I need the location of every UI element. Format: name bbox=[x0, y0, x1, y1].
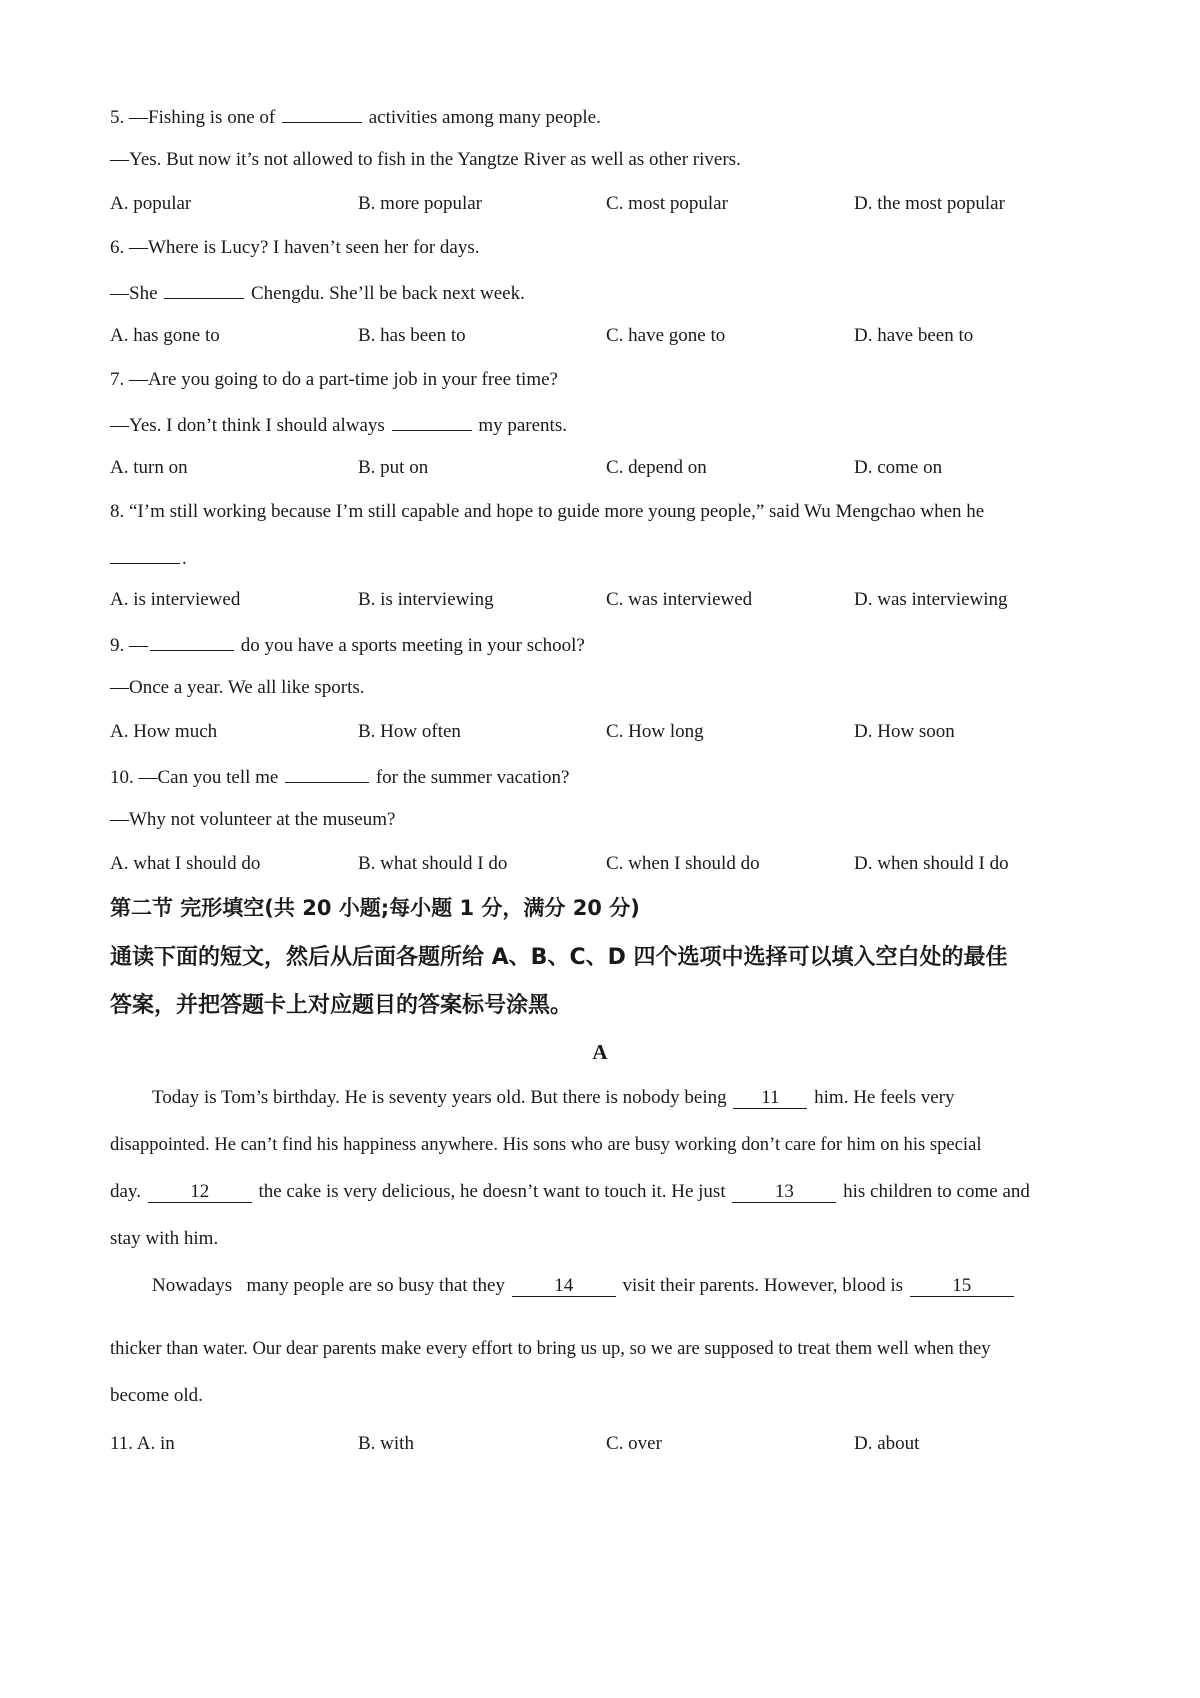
question-text: . bbox=[182, 548, 187, 569]
answer-9: —Once a year. We all like sports. bbox=[110, 677, 365, 698]
answer-text: —She bbox=[110, 283, 158, 304]
cloze-blank-11: 11 bbox=[733, 1088, 807, 1109]
question-text: 9. — bbox=[110, 635, 148, 656]
cloze-blank-14: 14 bbox=[512, 1276, 616, 1297]
answer-blank bbox=[164, 280, 244, 299]
passage-line bbox=[152, 1086, 955, 1110]
cloze-blank-15: 15 bbox=[910, 1276, 1014, 1297]
question-7: 7. —Are you going to do a part-time job in your free time? bbox=[110, 369, 558, 390]
option-5b: B. more popular bbox=[358, 193, 483, 214]
option-8c: C. was interviewed bbox=[606, 589, 753, 610]
option-11a: 11. A. in bbox=[110, 1433, 175, 1454]
passage-text: Nowadays many people are so busy that they bbox=[152, 1275, 505, 1296]
answer-blank bbox=[392, 412, 472, 431]
passage-text: Today is Tom’s birthday. He is seventy years old. But there is nobody being bbox=[152, 1087, 727, 1108]
passage-label: A bbox=[592, 1040, 608, 1064]
option-5c: C. most popular bbox=[606, 193, 728, 214]
option-11c: C. over bbox=[606, 1433, 662, 1454]
section-heading: 第二节 完形填空(共 20 小题;每小题 1 分，满分 20 分) bbox=[110, 896, 640, 920]
option-5a: A. popular bbox=[110, 193, 192, 214]
passage-text: the cake is very delicious, he doesn’t want to touch it. He just bbox=[258, 1181, 726, 1202]
option-7a: A. turn on bbox=[110, 457, 188, 478]
question-text: 10. —Can you tell me bbox=[110, 767, 279, 788]
passage-line bbox=[110, 1180, 1030, 1204]
passage-line: stay with him. bbox=[110, 1228, 219, 1249]
cloze-blank-12: 12 bbox=[148, 1182, 252, 1203]
question-5 bbox=[110, 104, 601, 130]
option-6c: C. have gone to bbox=[606, 325, 726, 346]
cloze-blank-13: 13 bbox=[732, 1182, 836, 1203]
option-9c: C. How long bbox=[606, 721, 704, 742]
passage-text: him. He feels very bbox=[814, 1087, 955, 1108]
question-9 bbox=[110, 632, 585, 658]
option-7c: C. depend on bbox=[606, 457, 707, 478]
question-text: do you have a sports meeting in your school? bbox=[240, 635, 585, 656]
passage-text: day. bbox=[110, 1181, 141, 1202]
answer-blank bbox=[150, 632, 234, 651]
answer-6 bbox=[110, 280, 525, 306]
answer-blank bbox=[282, 104, 362, 123]
option-6a: A. has gone to bbox=[110, 325, 220, 346]
option-9a: A. How much bbox=[110, 721, 218, 742]
question-6: 6. —Where is Lucy? I haven’t seen her for days. bbox=[110, 237, 480, 258]
option-6b: B. has been to bbox=[358, 325, 466, 346]
option-8a: A. is interviewed bbox=[110, 589, 241, 610]
answer-text: Chengdu. She’ll be back next week. bbox=[251, 283, 525, 304]
option-10c: C. when I should do bbox=[606, 853, 760, 874]
question-8-continued bbox=[110, 545, 187, 571]
answer-7 bbox=[110, 412, 567, 438]
passage-line: become old. bbox=[110, 1385, 203, 1406]
question-text: for the summer vacation? bbox=[375, 767, 570, 788]
question-10 bbox=[110, 764, 569, 790]
option-9d: D. How soon bbox=[854, 721, 955, 742]
passage-text: visit their parents. However, blood is bbox=[622, 1275, 903, 1296]
section-instruction-line-2: 答案，并把答题卡上对应题目的答案标号涂黑。 bbox=[110, 993, 573, 1018]
question-text: 5. —Fishing is one of bbox=[110, 107, 276, 128]
option-10d: D. when should I do bbox=[854, 853, 1009, 874]
passage-line bbox=[152, 1274, 1016, 1298]
question-text: activities among many people. bbox=[368, 107, 601, 128]
passage-text: his children to come and bbox=[843, 1181, 1030, 1202]
answer-text: my parents. bbox=[478, 415, 567, 436]
option-10b: B. what should I do bbox=[358, 853, 508, 874]
option-6d: D. have been to bbox=[854, 325, 974, 346]
passage-line: disappointed. He can’t find his happiness anywhere. His sons who are busy working don’t care for him on his special bbox=[110, 1134, 982, 1155]
option-10a: A. what I should do bbox=[110, 853, 261, 874]
passage-line: thicker than water. Our dear parents make every effort to bring us up, so we are supposed to treat them well when they bbox=[110, 1338, 991, 1359]
option-7b: B. put on bbox=[358, 457, 429, 478]
option-9b: B. How often bbox=[358, 721, 461, 742]
answer-10: —Why not volunteer at the museum? bbox=[110, 809, 396, 830]
option-5d: D. the most popular bbox=[854, 193, 1005, 214]
question-8: 8. “I’m still working because I’m still capable and hope to guide more young people,” said Wu Mengchao when he bbox=[110, 501, 985, 522]
answer-blank bbox=[285, 764, 369, 783]
answer-5: —Yes. But now it’s not allowed to fish in the Yangtze River as well as other rivers. bbox=[110, 149, 741, 170]
answer-text: —Yes. I don’t think I should always bbox=[110, 415, 385, 436]
option-11b: B. with bbox=[358, 1433, 414, 1454]
option-8b: B. is interviewing bbox=[358, 589, 494, 610]
option-8d: D. was interviewing bbox=[854, 589, 1008, 610]
answer-blank bbox=[110, 545, 180, 564]
option-7d: D. come on bbox=[854, 457, 943, 478]
option-11d: D. about bbox=[854, 1433, 920, 1454]
section-instruction-line-1: 通读下面的短文，然后从后面各题所给 A、B、C、D 四个选项中选择可以填入空白处的最佳 bbox=[110, 945, 1008, 970]
